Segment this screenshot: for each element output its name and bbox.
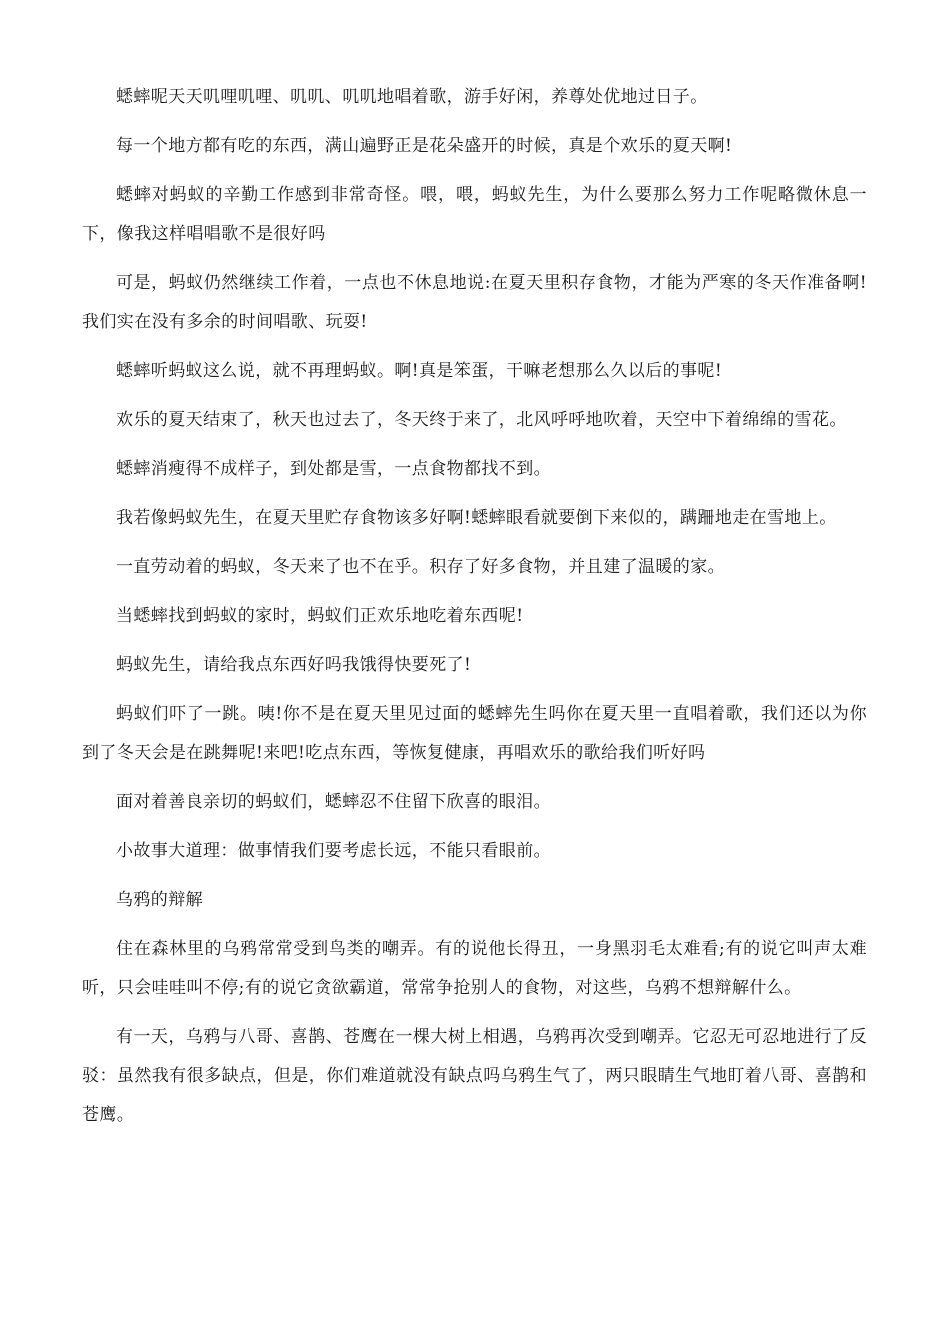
paragraph: 蚂蚁先生，请给我点东西好吗我饿得快要死了!: [116, 655, 472, 675]
paragraph: 蟋蟀对蚂蚁的辛勤工作感到非常奇怪。喂，喂，蚂蚁先生，为什么要那么努力工作呢略微休息一下，像我这样唱唱歌不是很好吗: [82, 185, 867, 244]
paragraph: 一直劳动着的蚂蚁，冬天来了也不在乎。积存了好多食物，并且建了温暖的家。: [116, 557, 725, 577]
paragraph: 蟋蟀消瘦得不成样子，到处都是雪，一点食物都找不到。: [116, 459, 551, 479]
paragraph: 当蟋蟀找到蚂蚁的家时，蚂蚁们正欢乐地吃着东西呢!: [116, 606, 524, 626]
paragraph: 我若像蚂蚁先生，在夏天里贮存食物该多好啊!蟋蟀眼看就要倒下来似的，蹒跚地走在雪地上。: [116, 508, 837, 528]
paragraph: 住在森林里的乌鸦常常受到鸟类的嘲弄。有的说他长得丑，一身黑羽毛太难看;有的说它叫声太难听，只会哇哇叫不停;有的说它贪欲霸道，常常争抢别人的食物，对这些，乌鸦不想辩解什么。: [82, 939, 867, 998]
paragraph: 面对着善良亲切的蚂蚁们，蟋蟀忍不住留下欣喜的眼泪。: [116, 792, 551, 812]
paragraph: 蚂蚁们吓了一跳。咦!你不是在夏天里见过面的蟋蟀先生吗你在夏天里一直唱着歌，我们还以为你到了冬天会是在跳舞呢!来吧!吃点东西，等恢复健康，再唱欢乐的歌给我们听好吗: [82, 704, 867, 763]
paragraph: 每一个地方都有吃的东西，满山遍野正是花朵盛开的时候，真是个欢乐的夏天啊!: [116, 136, 733, 156]
paragraph: 蟋蟀听蚂蚁这么说，就不再理蚂蚁。啊!真是笨蛋，干嘛老想那么久以后的事呢!: [116, 361, 723, 381]
moral-paragraph: 小故事大道理：做事情我们要考虑长远，不能只看眼前。: [116, 841, 551, 861]
paragraph: 有一天，乌鸦与八哥、喜鹊、苍鹰在一棵大树上相遇，乌鸦再次受到嘲弄。它忍无可忍地进行了反驳：虽然我有很多缺点，但是，你们难道就没有缺点吗乌鸦生气了，两只眼睛生气地盯着八哥、喜鹊和苍鹰。: [82, 1027, 867, 1125]
story-title: 乌鸦的辩解: [116, 890, 203, 910]
paragraph: 欢乐的夏天结束了，秋天也过去了，冬天终于来了，北风呼呼地吹着，天空中下着绵绵的雪花。: [116, 410, 847, 430]
paragraph: 蟋蟀呢天天叽哩叽哩、叽叽、叽叽地唱着歌，游手好闲，养尊处优地过日子。: [116, 87, 708, 107]
paragraph: 可是，蚂蚁仍然继续工作着，一点也不休息地说:在夏天里积存食物，才能为严寒的冬天作准备啊!我们实在没有多余的时间唱歌、玩耍!: [82, 273, 867, 332]
document-body: [82, 78, 867, 1145]
